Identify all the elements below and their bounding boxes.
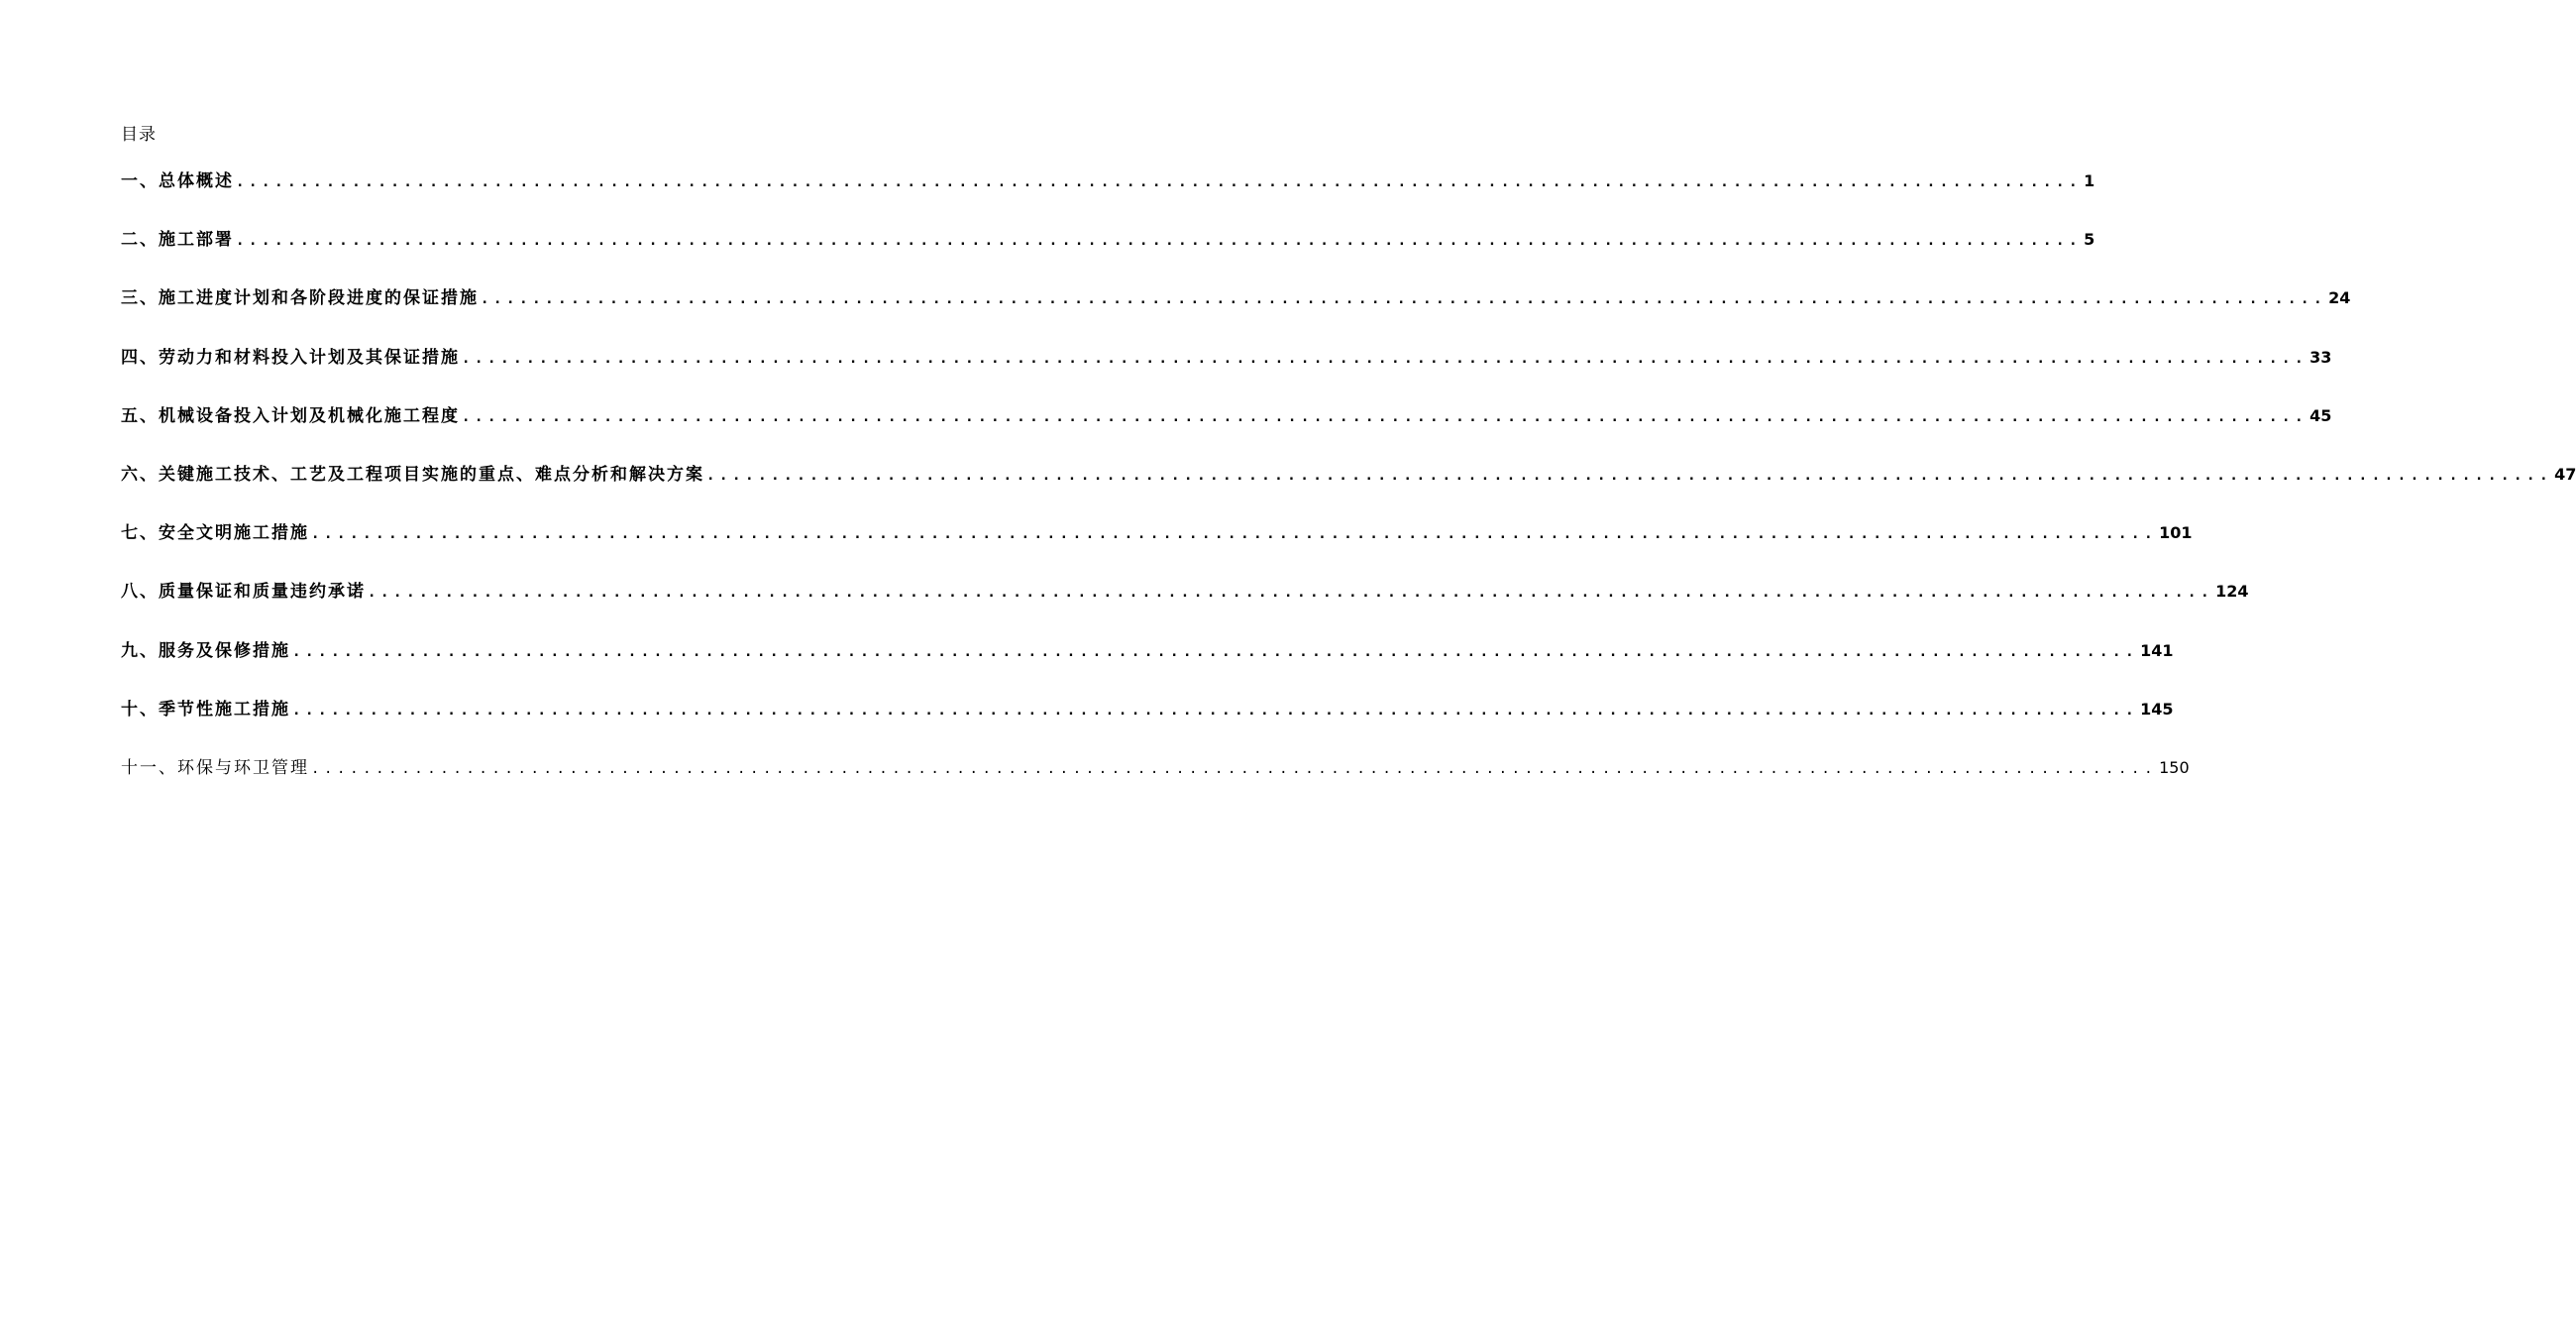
toc-page-number: 45 <box>2309 405 2332 425</box>
toc-page-number: 141 <box>2140 640 2174 660</box>
toc-page-number: 47 <box>2554 464 2576 484</box>
toc-page-number: 1 <box>2084 171 2095 190</box>
toc-dot-leader: ............................................................................................................................................... <box>368 585 2214 602</box>
toc-entry-3[interactable] <box>121 285 2351 344</box>
toc-dot-leader: ............................................................................................................................................... <box>481 291 2327 308</box>
toc-entry-9[interactable] <box>121 638 2174 697</box>
toc-entry-title: 三、施工进度计划和各阶段进度的保证措施 <box>121 288 479 309</box>
toc-page-number: 33 <box>2309 347 2332 367</box>
toc-page-number: 24 <box>2328 288 2351 308</box>
toc-entry-title: 十、季节性施工措施 <box>121 699 290 720</box>
toc-entry-title: 七、安全文明施工措施 <box>121 523 309 544</box>
toc-page-number: 101 <box>2159 523 2193 543</box>
toc-entry-8[interactable] <box>121 579 2249 637</box>
toc-entry-6[interactable] <box>121 462 2576 520</box>
toc-dot-leader: ............................................................................................................................................... <box>462 408 2308 425</box>
toc-entry-title: 五、机械设备投入计划及机械化施工程度 <box>121 405 460 426</box>
toc-entry-title: 二、施工部署 <box>121 230 234 251</box>
toc-dot-leader: ............................................................................................................................................... <box>706 467 2553 484</box>
toc-entry-7[interactable] <box>121 520 2193 579</box>
toc-page-number: 150 <box>2159 757 2190 777</box>
toc-entry-11[interactable] <box>121 755 2190 814</box>
toc-dot-leader: ............................................................................................................................................... <box>236 174 2083 190</box>
toc-entry-title: 八、质量保证和质量违约承诺 <box>121 582 366 603</box>
toc-page-number: 5 <box>2084 230 2095 250</box>
toc-dot-leader: ............................................................................................................................................... <box>236 233 2083 250</box>
toc-dot-leader: ............................................................................................................................................... <box>292 702 2139 719</box>
toc-page-number: 124 <box>2215 582 2249 602</box>
toc-entry-title: 四、劳动力和材料投入计划及其保证措施 <box>121 347 460 368</box>
toc-dot-leader: ............................................................................................................................................... <box>462 350 2308 367</box>
toc-list <box>121 168 2576 814</box>
toc-entry-1[interactable] <box>121 168 2095 227</box>
toc-entry-4[interactable] <box>121 345 2332 403</box>
toc-entry-title: 六、关键施工技术、工艺及工程项目实施的重点、难点分析和解决方案 <box>121 464 704 485</box>
toc-dot-leader: ............................................................................................................................................... <box>292 643 2139 660</box>
toc-entry-10[interactable] <box>121 697 2174 755</box>
toc-dot-leader: ............................................................................................................................................... <box>311 526 2158 543</box>
toc-entry-title: 九、服务及保修措施 <box>121 640 290 661</box>
toc-dot-leader: ............................................................................................................................................... <box>311 760 2158 777</box>
toc-heading: 目录 <box>121 125 157 145</box>
toc-entry-5[interactable] <box>121 403 2332 462</box>
toc-entry-title: 十一、环保与环卫管理 <box>121 757 309 778</box>
toc-page-number: 145 <box>2140 699 2174 719</box>
toc-entry-2[interactable] <box>121 227 2095 285</box>
toc-entry-title: 一、总体概述 <box>121 171 234 191</box>
